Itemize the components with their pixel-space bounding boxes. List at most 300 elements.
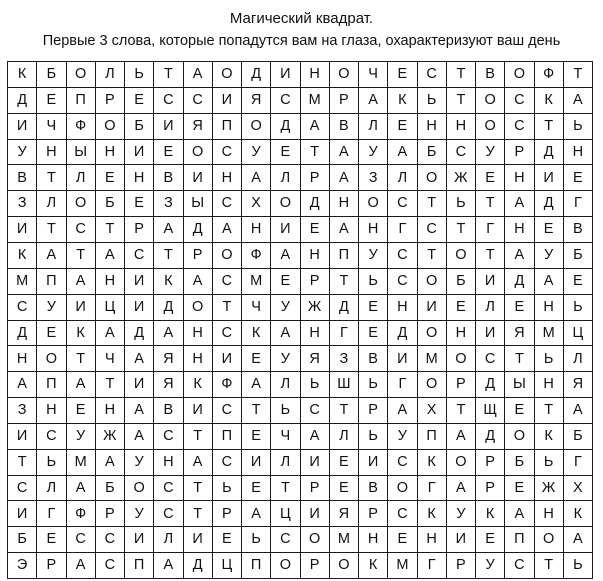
- grid-cell: А: [388, 398, 417, 424]
- grid-cell: О: [418, 321, 447, 347]
- grid-cell: И: [447, 527, 476, 553]
- grid-cell: Р: [476, 476, 505, 502]
- grid-cell: Г: [476, 217, 505, 243]
- grid-cell: О: [213, 62, 242, 88]
- grid-cell: Е: [359, 321, 388, 347]
- grid-cell: У: [242, 140, 271, 166]
- grid-cell: Р: [505, 140, 534, 166]
- grid-cell: И: [8, 424, 37, 450]
- grid-cell: А: [154, 553, 183, 579]
- grid-cell: С: [8, 295, 37, 321]
- grid-cell: Л: [271, 165, 300, 191]
- grid-cell: Д: [476, 372, 505, 398]
- grid-cell: Н: [301, 62, 330, 88]
- grid-cell: Ш: [330, 372, 359, 398]
- grid-cell: Т: [301, 140, 330, 166]
- grid-cell: Т: [96, 372, 125, 398]
- grid-cell: А: [271, 243, 300, 269]
- grid-cell: Ф: [242, 243, 271, 269]
- grid-cell: З: [359, 165, 388, 191]
- grid-cell: К: [154, 269, 183, 295]
- grid-cell: Е: [476, 165, 505, 191]
- grid-cell: И: [125, 372, 154, 398]
- grid-cell: А: [125, 424, 154, 450]
- grid-cell: Н: [388, 295, 417, 321]
- grid-cell: С: [418, 62, 447, 88]
- grid-cell: Е: [125, 88, 154, 114]
- grid-cell: Е: [505, 476, 534, 502]
- grid-cell: Т: [37, 217, 66, 243]
- grid-cell: С: [184, 88, 213, 114]
- grid-cell: Я: [505, 321, 534, 347]
- grid-cell: Е: [37, 527, 66, 553]
- grid-cell: Т: [447, 88, 476, 114]
- grid-cell: Ь: [271, 398, 300, 424]
- letter-grid: [7, 61, 593, 579]
- grid-cell: К: [8, 243, 37, 269]
- grid-cell: В: [359, 476, 388, 502]
- grid-cell: Б: [418, 140, 447, 166]
- grid-cell: Б: [505, 450, 534, 476]
- grid-cell: Е: [505, 398, 534, 424]
- grid-cell: О: [67, 191, 96, 217]
- grid-cell: П: [505, 527, 534, 553]
- grid-cell: А: [96, 450, 125, 476]
- grid-cell: Р: [96, 88, 125, 114]
- grid-cell: Т: [476, 191, 505, 217]
- grid-cell: Т: [330, 269, 359, 295]
- grid-cell: К: [418, 450, 447, 476]
- header: [0, 0, 603, 58]
- grid-cell: О: [447, 450, 476, 476]
- grid-cell: Н: [505, 165, 534, 191]
- grid-cell: Р: [447, 553, 476, 579]
- grid-cell: Н: [447, 114, 476, 140]
- grid-cell: Л: [476, 295, 505, 321]
- grid-cell: С: [96, 553, 125, 579]
- grid-cell: А: [184, 450, 213, 476]
- grid-cell: И: [388, 346, 417, 372]
- grid-cell: Г: [388, 217, 417, 243]
- grid-cell: И: [8, 114, 37, 140]
- grid-cell: Н: [96, 398, 125, 424]
- grid-cell: Н: [154, 450, 183, 476]
- grid-cell: О: [476, 114, 505, 140]
- grid-cell: Г: [388, 372, 417, 398]
- grid-cell: Т: [447, 398, 476, 424]
- grid-cell: И: [271, 217, 300, 243]
- grid-cell: К: [67, 321, 96, 347]
- grid-cell: Д: [330, 295, 359, 321]
- grid-cell: А: [67, 553, 96, 579]
- grid-cell: Ф: [67, 114, 96, 140]
- grid-cell: Г: [564, 191, 593, 217]
- grid-cell: Б: [125, 114, 154, 140]
- grid-cell: Е: [476, 527, 505, 553]
- grid-cell: Е: [359, 295, 388, 321]
- grid-cell: Т: [67, 346, 96, 372]
- grid-cell: Р: [213, 501, 242, 527]
- grid-cell: И: [271, 62, 300, 88]
- grid-cell: Л: [96, 62, 125, 88]
- grid-cell: У: [67, 424, 96, 450]
- grid-cell: У: [359, 140, 388, 166]
- grid-cell: Н: [418, 114, 447, 140]
- grid-cell: Т: [184, 424, 213, 450]
- grid-cell: Ь: [418, 88, 447, 114]
- grid-cell: С: [505, 88, 534, 114]
- grid-cell: Н: [213, 165, 242, 191]
- grid-cell: С: [213, 450, 242, 476]
- grid-cell: Н: [301, 321, 330, 347]
- grid-cell: М: [301, 88, 330, 114]
- grid-cell: Е: [37, 88, 66, 114]
- grid-cell: П: [213, 114, 242, 140]
- grid-cell: С: [301, 398, 330, 424]
- grid-cell: Л: [330, 424, 359, 450]
- grid-cell: И: [125, 295, 154, 321]
- grid-cell: А: [330, 217, 359, 243]
- grid-cell: Ц: [213, 553, 242, 579]
- grid-cell: О: [184, 295, 213, 321]
- grid-cell: Ф: [535, 62, 564, 88]
- grid-cell: О: [125, 476, 154, 502]
- grid-cell: Е: [388, 62, 417, 88]
- grid-cell: Т: [535, 114, 564, 140]
- grid-cell: У: [125, 450, 154, 476]
- grid-cell: А: [330, 140, 359, 166]
- grid-cell: Л: [37, 191, 66, 217]
- grid-cell: А: [125, 346, 154, 372]
- grid-cell: Н: [359, 217, 388, 243]
- grid-cell: Д: [505, 269, 534, 295]
- grid-cell: Р: [301, 165, 330, 191]
- grid-cell: Г: [330, 321, 359, 347]
- grid-cell: А: [37, 243, 66, 269]
- grid-cell: О: [242, 114, 271, 140]
- grid-cell: С: [388, 269, 417, 295]
- grid-cell: М: [388, 553, 417, 579]
- grid-cell: К: [535, 424, 564, 450]
- grid-cell: В: [154, 165, 183, 191]
- grid-cell: И: [8, 217, 37, 243]
- grid-cell: К: [418, 501, 447, 527]
- grid-cell: Ч: [37, 114, 66, 140]
- grid-cell: Т: [418, 191, 447, 217]
- grid-cell: Ь: [242, 527, 271, 553]
- grid-cell: О: [67, 62, 96, 88]
- grid-cell: Н: [535, 372, 564, 398]
- grid-cell: И: [359, 450, 388, 476]
- grid-cell: Н: [301, 243, 330, 269]
- grid-cell: А: [330, 165, 359, 191]
- grid-cell: Е: [242, 346, 271, 372]
- grid-cell: Т: [8, 450, 37, 476]
- grid-cell: О: [505, 62, 534, 88]
- grid-cell: М: [418, 346, 447, 372]
- grid-cell: Л: [37, 476, 66, 502]
- grid-cell: У: [447, 501, 476, 527]
- grid-cell: Р: [330, 88, 359, 114]
- grid-cell: И: [125, 140, 154, 166]
- grid-cell: С: [37, 424, 66, 450]
- grid-cell: И: [301, 501, 330, 527]
- grid-cell: М: [535, 321, 564, 347]
- grid-cell: А: [154, 217, 183, 243]
- grid-cell: П: [213, 424, 242, 450]
- grid-cell: Ц: [271, 501, 300, 527]
- grid-cell: И: [184, 527, 213, 553]
- grid-cell: А: [67, 372, 96, 398]
- grid-cell: У: [271, 295, 300, 321]
- grid-cell: Б: [564, 243, 593, 269]
- grid-cell: Д: [271, 114, 300, 140]
- grid-cell: Ь: [564, 553, 593, 579]
- grid-cell: Т: [476, 243, 505, 269]
- grid-cell: Ж: [301, 295, 330, 321]
- grid-cell: И: [213, 346, 242, 372]
- grid-cell: О: [184, 140, 213, 166]
- grid-cell: А: [535, 269, 564, 295]
- grid-cell: Ы: [67, 140, 96, 166]
- grid-cell: Н: [447, 321, 476, 347]
- grid-cell: Г: [418, 553, 447, 579]
- grid-cell: П: [37, 269, 66, 295]
- grid-cell: П: [125, 553, 154, 579]
- grid-cell: Т: [154, 243, 183, 269]
- grid-cell: К: [184, 372, 213, 398]
- grid-cell: С: [388, 191, 417, 217]
- grid-cell: А: [67, 269, 96, 295]
- grid-cell: Я: [184, 114, 213, 140]
- grid-cell: А: [8, 372, 37, 398]
- grid-cell: Т: [418, 243, 447, 269]
- grid-cell: У: [476, 553, 505, 579]
- grid-cell: О: [388, 476, 417, 502]
- grid-cell: Н: [37, 140, 66, 166]
- grid-cell: Ф: [213, 372, 242, 398]
- grid-cell: М: [67, 450, 96, 476]
- grid-cell: О: [330, 553, 359, 579]
- grid-cell: О: [447, 243, 476, 269]
- grid-cell: Ь: [125, 62, 154, 88]
- grid-cell: А: [447, 424, 476, 450]
- grid-cell: Д: [184, 217, 213, 243]
- grid-cell: Т: [535, 398, 564, 424]
- grid-cell: А: [125, 398, 154, 424]
- grid-cell: Н: [535, 295, 564, 321]
- grid-cell: Р: [37, 553, 66, 579]
- grid-cell: Т: [505, 346, 534, 372]
- grid-cell: С: [213, 321, 242, 347]
- grid-cell: Н: [37, 398, 66, 424]
- grid-cell: Л: [388, 165, 417, 191]
- grid-cell: Ч: [359, 62, 388, 88]
- grid-cell: С: [271, 527, 300, 553]
- grid-cell: У: [476, 140, 505, 166]
- grid-cell: С: [418, 217, 447, 243]
- grid-cell: П: [242, 553, 271, 579]
- grid-cell: П: [330, 243, 359, 269]
- grid-cell: Ь: [359, 424, 388, 450]
- grid-cell: И: [213, 88, 242, 114]
- grid-cell: Н: [96, 269, 125, 295]
- grid-cell: Р: [301, 553, 330, 579]
- grid-cell: З: [8, 191, 37, 217]
- grid-cell: О: [418, 165, 447, 191]
- grid-cell: О: [447, 346, 476, 372]
- grid-cell: А: [96, 321, 125, 347]
- grid-cell: Ь: [564, 114, 593, 140]
- grid-cell: Д: [184, 553, 213, 579]
- grid-cell: С: [154, 476, 183, 502]
- grid-cell: Д: [476, 424, 505, 450]
- grid-cell: С: [271, 88, 300, 114]
- grid-cell: Г: [564, 450, 593, 476]
- puzzle-title: Магический квадрат.: [229, 10, 374, 27]
- grid-cell: Е: [154, 140, 183, 166]
- grid-cell: Н: [564, 140, 593, 166]
- grid-cell: Ь: [37, 450, 66, 476]
- grid-cell: Т: [184, 501, 213, 527]
- grid-cell: А: [242, 501, 271, 527]
- grid-cell: Т: [37, 165, 66, 191]
- grid-cell: С: [388, 243, 417, 269]
- grid-cell: У: [388, 424, 417, 450]
- grid-cell: Р: [359, 398, 388, 424]
- grid-cell: Е: [388, 527, 417, 553]
- grid-cell: А: [213, 217, 242, 243]
- grid-cell: Б: [96, 191, 125, 217]
- grid-cell: Ь: [564, 295, 593, 321]
- grid-cell: Т: [184, 476, 213, 502]
- grid-cell: С: [154, 88, 183, 114]
- grid-cell: Е: [330, 476, 359, 502]
- grid-cell: М: [242, 269, 271, 295]
- grid-cell: О: [301, 527, 330, 553]
- grid-cell: И: [8, 501, 37, 527]
- grid-cell: Р: [125, 217, 154, 243]
- grid-cell: Т: [535, 553, 564, 579]
- grid-cell: А: [388, 140, 417, 166]
- grid-cell: Б: [564, 424, 593, 450]
- grid-cell: Б: [8, 527, 37, 553]
- grid-cell: З: [8, 398, 37, 424]
- grid-cell: С: [213, 191, 242, 217]
- grid-cell: К: [476, 501, 505, 527]
- grid-cell: Х: [418, 398, 447, 424]
- grid-cell: А: [505, 243, 534, 269]
- grid-cell: И: [184, 398, 213, 424]
- grid-cell: А: [184, 62, 213, 88]
- grid-cell: Ж: [535, 476, 564, 502]
- grid-cell: Н: [8, 346, 37, 372]
- grid-cell: С: [154, 501, 183, 527]
- grid-cell: Ж: [447, 165, 476, 191]
- grid-cell: Х: [242, 191, 271, 217]
- grid-cell: Ц: [564, 321, 593, 347]
- grid-cell: Е: [271, 140, 300, 166]
- grid-cell: А: [67, 476, 96, 502]
- grid-cell: А: [564, 88, 593, 114]
- grid-cell: О: [476, 88, 505, 114]
- grid-cell: Ь: [359, 269, 388, 295]
- grid-cell: В: [476, 62, 505, 88]
- grid-cell: Ь: [213, 476, 242, 502]
- grid-cell: Я: [330, 501, 359, 527]
- grid-cell: Ь: [301, 372, 330, 398]
- grid-cell: Н: [505, 217, 534, 243]
- grid-cell: Т: [271, 476, 300, 502]
- grid-cell: В: [8, 165, 37, 191]
- grid-cell: Р: [447, 372, 476, 398]
- grid-cell: Е: [564, 269, 593, 295]
- grid-cell: Щ: [476, 398, 505, 424]
- grid-cell: В: [330, 114, 359, 140]
- grid-cell: Е: [564, 165, 593, 191]
- grid-cell: Е: [125, 191, 154, 217]
- grid-cell: Н: [330, 191, 359, 217]
- grid-cell: И: [154, 114, 183, 140]
- grid-cell: У: [535, 243, 564, 269]
- grid-cell: О: [37, 346, 66, 372]
- grid-cell: Л: [154, 527, 183, 553]
- grid-cell: Н: [125, 165, 154, 191]
- grid-cell: Д: [154, 295, 183, 321]
- grid-cell: О: [271, 191, 300, 217]
- grid-cell: Д: [535, 191, 564, 217]
- grid-cell: К: [8, 62, 37, 88]
- grid-cell: А: [505, 191, 534, 217]
- grid-cell: З: [154, 191, 183, 217]
- grid-cell: О: [271, 553, 300, 579]
- grid-cell: М: [330, 527, 359, 553]
- grid-cell: Б: [447, 269, 476, 295]
- grid-cell: Л: [67, 165, 96, 191]
- grid-cell: В: [359, 346, 388, 372]
- grid-cell: С: [388, 501, 417, 527]
- grid-cell: С: [505, 553, 534, 579]
- grid-cell: С: [125, 243, 154, 269]
- grid-cell: У: [271, 346, 300, 372]
- grid-cell: А: [242, 372, 271, 398]
- grid-cell: Р: [301, 269, 330, 295]
- grid-cell: И: [301, 450, 330, 476]
- grid-cell: И: [476, 321, 505, 347]
- grid-cell: О: [418, 372, 447, 398]
- grid-cell: А: [184, 269, 213, 295]
- grid-cell: Е: [242, 424, 271, 450]
- grid-cell: К: [359, 553, 388, 579]
- grid-cell: А: [359, 88, 388, 114]
- grid-cell: А: [301, 114, 330, 140]
- grid-cell: Э: [8, 553, 37, 579]
- grid-cell: А: [242, 165, 271, 191]
- grid-cell: О: [359, 191, 388, 217]
- grid-cell: Ц: [96, 295, 125, 321]
- grid-cell: Д: [8, 88, 37, 114]
- grid-cell: Е: [213, 527, 242, 553]
- grid-cell: А: [301, 424, 330, 450]
- grid-cell: С: [447, 140, 476, 166]
- grid-cell: Ь: [447, 191, 476, 217]
- grid-cell: Р: [96, 501, 125, 527]
- grid-cell: Т: [447, 217, 476, 243]
- grid-cell: Л: [359, 114, 388, 140]
- grid-cell: Е: [96, 165, 125, 191]
- grid-cell: Л: [564, 346, 593, 372]
- grid-cell: С: [8, 476, 37, 502]
